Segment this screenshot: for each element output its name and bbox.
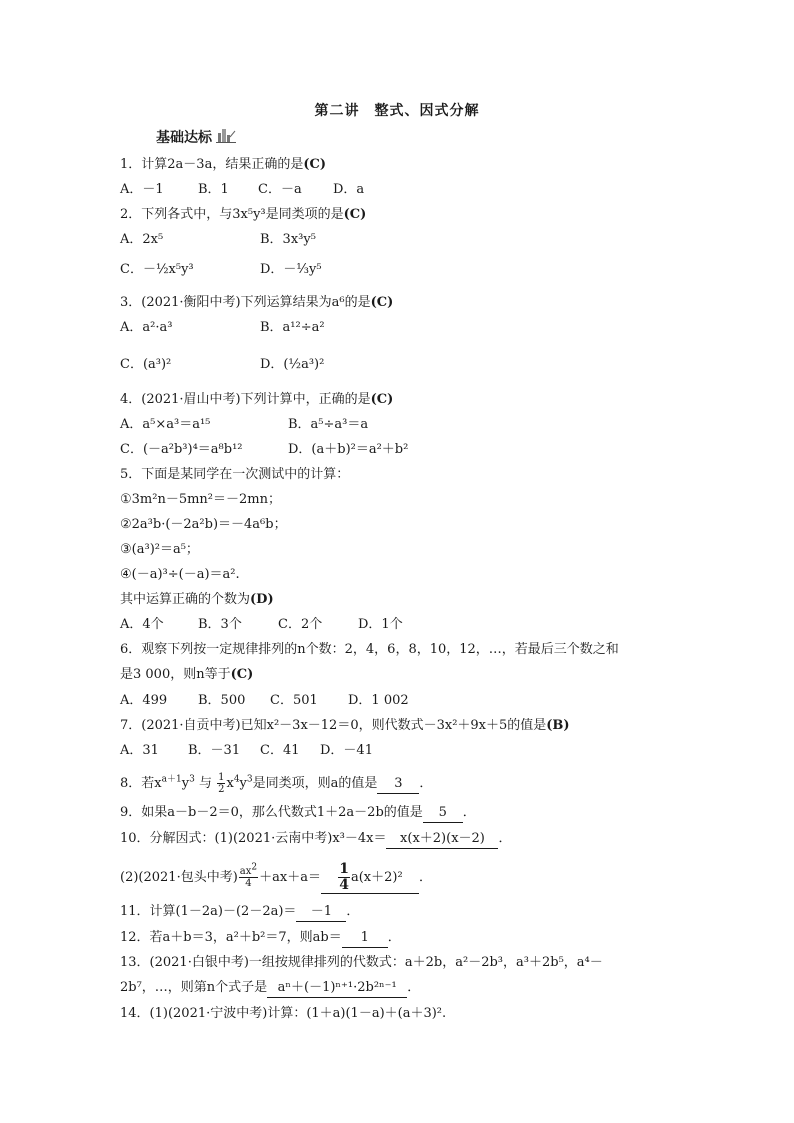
q1-opt-a: A．－1 bbox=[120, 182, 164, 197]
q4-stem: 4．(2021·眉山中考)下列计算中，正确的是(C) bbox=[120, 392, 394, 407]
q1-answer: (C) bbox=[303, 157, 326, 172]
q5-ask: 其中运算正确的个数为(D) bbox=[120, 592, 274, 607]
q1-opt-b: B．1 bbox=[198, 182, 229, 197]
q6-line2: 是3 000，则n等于(C) bbox=[120, 667, 254, 682]
q3-opt-b: B．a¹²÷a² bbox=[260, 320, 325, 335]
q6-opt-b: B．500 bbox=[198, 693, 246, 708]
q4-opt-d: D．(a＋b)²＝a²＋b² bbox=[288, 442, 409, 457]
q2-answer: (C) bbox=[343, 207, 367, 222]
q6-opt-a: A．499 bbox=[120, 693, 168, 708]
q6-opt-c: C．501 bbox=[270, 693, 318, 708]
building-chart-icon bbox=[216, 127, 236, 147]
q6-opt-d: D．1 002 bbox=[348, 693, 409, 708]
q5-opt-c: C．2个 bbox=[278, 617, 323, 632]
q5-answer: (D) bbox=[250, 592, 274, 607]
q12-stem: 12．若a＋b＝3，a²＋b²＝7，则ab＝ 1 ． bbox=[120, 929, 401, 948]
q1-stem: 1．计算2a－3a，结果正确的是(C) bbox=[120, 157, 326, 172]
q7-options bbox=[120, 742, 373, 760]
q4-answer: (C) bbox=[370, 392, 394, 407]
q4-options-cd bbox=[120, 441, 409, 459]
q10-line2: (2)(2021·包头中考) $\frac{ax^2}{4}$ ＋ax＋a＝ $\frac{1}{4}$ a(x＋2)² ． bbox=[120, 861, 432, 893]
q14-stem: 14．(1)(2021·宁波中考)计算：(1＋a)(1－a)＋(a＋3)². bbox=[120, 1006, 447, 1021]
q8-stem: 8．若$x^{a+1}y^3$ 与 $\frac{1}{2}$ $x^4y^3$是同类项，则a的值是 3 ． bbox=[120, 772, 433, 795]
q5-opt-b: B．3个 bbox=[198, 617, 242, 632]
q10-answer2-text: a(x＋2)² bbox=[350, 870, 403, 885]
q11-stem: 11．计算(1－2a)－(2－2a)＝ －1 ． bbox=[120, 903, 359, 922]
q3-opt-d: D．(½a³)² bbox=[260, 357, 325, 372]
q10-answer-fraction: $\frac{1}{4}$ bbox=[339, 861, 349, 893]
q5-item-4: ④(－a)³÷(－a)＝a². bbox=[120, 567, 240, 582]
q10-answer2-blank bbox=[321, 862, 419, 894]
q3-stem: 3．(2021·衡阳中考)下列运算结果为a⁶的是(C) bbox=[120, 295, 394, 310]
q5-item-1: ①3m²n－5mn²＝－2mn； bbox=[120, 492, 281, 507]
q9-stem: 9．如果a－b－2＝0，那么代数式1＋2a－2b的值是 5 ． bbox=[120, 804, 476, 823]
q2-opt-d: D．－⅓y⁵ bbox=[260, 262, 322, 277]
q8-answer-blank: 3 bbox=[377, 775, 419, 794]
q5-stem: 5．下面是某同学在一次测试中的计算： bbox=[120, 467, 350, 482]
q5-opt-d: D．1个 bbox=[358, 617, 403, 632]
q2-opt-c: C．－½x⁵y³ bbox=[120, 262, 194, 277]
q1-opt-c: C．－a bbox=[258, 182, 302, 197]
section-heading bbox=[156, 127, 236, 147]
q6-line1: 6．观察下列按一定规律排列的n个数：2，4，6，8，10，12，…，若最后三个数之和 bbox=[120, 642, 619, 657]
q4-options-ab bbox=[120, 416, 369, 434]
q5-item-3: ③(a³)²＝a⁵； bbox=[120, 542, 199, 557]
q9-answer-blank: 5 bbox=[423, 804, 463, 823]
page-title: 第二讲 整式、因式分解 bbox=[314, 103, 480, 119]
q7-opt-c: C．41 bbox=[260, 743, 300, 758]
q1-options bbox=[120, 181, 365, 199]
q8-fraction: $\frac{1}{2}$ bbox=[218, 772, 225, 795]
q4-opt-c: C．(－a²b³)⁴＝a⁸b¹² bbox=[120, 442, 243, 457]
q11-answer-blank: －1 bbox=[296, 903, 346, 922]
q2-stem: 2．下列各式中，与3x⁵y³是同类项的是(C) bbox=[120, 207, 367, 222]
q6-options bbox=[120, 692, 409, 710]
q7-opt-b: B．－31 bbox=[188, 743, 241, 758]
q13-answer-blank: aⁿ＋(－1)ⁿ⁺¹·2b²ⁿ⁻¹ bbox=[267, 979, 407, 998]
q2-options-cd bbox=[120, 261, 322, 279]
q3-answer: (C) bbox=[370, 295, 394, 310]
q7-stem: 7．(2021·自贡中考)已知x²－3x－12＝0，则代数式－3x²＋9x＋5的值是(B) bbox=[120, 718, 570, 733]
q2-options-ab bbox=[120, 231, 316, 249]
q2-opt-b: B．3x³y⁵ bbox=[260, 232, 316, 247]
q5-opt-a: A．4个 bbox=[120, 617, 164, 632]
q3-options-ab bbox=[120, 319, 325, 337]
q6-answer: (C) bbox=[230, 667, 254, 682]
q1-opt-d: D．a bbox=[333, 182, 365, 197]
q3-opt-c: C．(a³)² bbox=[120, 357, 172, 372]
section-label: 基础达标 bbox=[156, 130, 212, 146]
q7-opt-a: A．31 bbox=[120, 743, 159, 758]
q7-answer: (B) bbox=[546, 718, 570, 733]
q13-line2: 2b⁷，…，则第n个式子是 aⁿ＋(－1)ⁿ⁺¹·2b²ⁿ⁻¹ ． bbox=[120, 979, 420, 998]
q13-line1: 13．(2021·白银中考)一组按规律排列的代数式：a＋2b，a²－2b³，a³＋2b⁵，a⁴－ bbox=[120, 955, 603, 970]
q5-item-2: ②2a³b·(－2a²b)＝－4a⁶b； bbox=[120, 517, 287, 532]
q7-opt-d: D．－41 bbox=[320, 743, 373, 758]
q4-opt-a: A．a⁵×a³＝a¹⁵ bbox=[120, 417, 211, 432]
q4-opt-b: B．a⁵÷a³＝a bbox=[288, 417, 369, 432]
q3-opt-a: A．a²·a³ bbox=[120, 320, 173, 335]
q5-options bbox=[120, 616, 403, 634]
q10-fraction: $\frac{ax^2}{4}$ bbox=[239, 862, 258, 889]
q10-answer1-blank: x(x＋2)(x－2) bbox=[386, 830, 498, 849]
q2-opt-a: A．2x⁵ bbox=[120, 232, 164, 247]
q3-options-cd bbox=[120, 356, 325, 374]
q12-answer-blank: 1 bbox=[342, 929, 388, 948]
q10-line1: 10．分解因式：(1)(2021·云南中考)x³－4x＝ x(x＋2)(x－2) ． bbox=[120, 830, 511, 849]
